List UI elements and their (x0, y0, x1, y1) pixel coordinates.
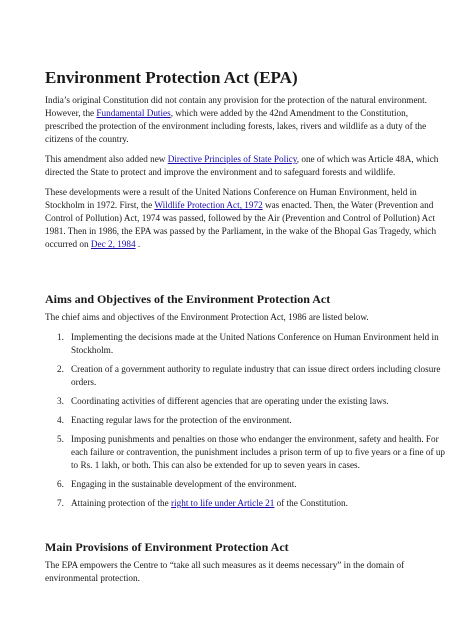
intro-p1-text-after: , which were added by the 42nd Amendment to the Constitution, prescribed the protection of the environment including forests, lakes, rivers and wildlife as a duty of the citizens of the country. (45, 108, 427, 144)
list-item-text: Enacting regular laws for the protection of the environment. (71, 415, 292, 425)
intro-paragraph-2 (45, 153, 446, 179)
aims-heading: Aims and Objectives of the Environment Protection Act (45, 292, 331, 306)
bhopal-date-link[interactable]: Dec 2, 1984 (90, 239, 136, 249)
intro-paragraph-1 (45, 94, 446, 146)
list-item-number: 3. (57, 396, 64, 406)
list-item-number: 4. (57, 415, 64, 425)
list-item-number: 5. (57, 434, 64, 444)
list-item (59, 433, 446, 472)
section-spacer (45, 516, 446, 539)
intro-p2-text-after: , one of which was Article 48A, which directed the State to protect and improve the environment and to safeguard forests and wildlife. (45, 154, 439, 177)
intro-p1-text-before: India’s original Constitution did not contain any provision for the protection of the natural environment. However, the (45, 95, 427, 118)
intro-paragraph-3 (45, 186, 446, 251)
list-item (59, 331, 446, 357)
section-spacer (45, 258, 446, 291)
directive-principles-link[interactable]: Directive Principles of State Policy (167, 154, 297, 164)
intro-p3-text-before: These developments were a result of the United Nations Conference on Human Environment, held in Stockholm in 1972. First, the (45, 187, 417, 210)
provisions-lead: The EPA empowers the Centre to “take all such measures as it deems necessary” in the domain of environmental protection. (45, 560, 405, 583)
list-item-number: 7. (57, 498, 64, 508)
list-item-text: Engaging in the sustainable development of the environment. (71, 479, 297, 489)
right-to-life-link[interactable]: right to life under Article 21 (171, 498, 275, 508)
list-item (59, 414, 446, 427)
list-item (59, 395, 446, 408)
list-item-text: Imposing punishments and penalties on those who endanger the environment, safety and health. For each failure or contravention, the punishment includes a prison term of up to five years or a fine of up to Rs. 1 lakh, or both. This can also be extended for up to seven years in cases. (71, 434, 446, 470)
list-item (59, 363, 446, 389)
list-item-text: Coordinating activities of different agencies that are operating under the existing laws. (71, 396, 389, 406)
aims-lead: The chief aims and objectives of the Environment Protection Act, 1986 are listed below. (45, 312, 369, 322)
list-item-number: 1. (57, 332, 64, 342)
list-item (59, 497, 446, 510)
list-item-text: Creation of a government authority to regulate industry that can issue direct orders including closure orders. (71, 364, 441, 387)
fundamental-duties-link[interactable]: Fundamental Duties (96, 108, 171, 118)
list-item-number: 2. (57, 364, 64, 374)
list-item-text: Implementing the decisions made at the United Nations Conference on Human Environment held in Stockholm. (71, 332, 439, 355)
list-item-number: 6. (57, 479, 64, 489)
page-title: Environment Protection Act (EPA) (45, 68, 298, 87)
provisions-heading: Main Provisions of Environment Protection Act (45, 540, 289, 554)
intro-p3-text-middle: was enacted. Then, the Water (Prevention and Control of Pollution) Act, 1974 was passed, followed by the Air (Prevention and Control of Pollution) Act 1981. Then in 1986, the EPA was passed by the Parliament, in the wake of the Bhopal Gas Tragedy, which occurred on (45, 200, 437, 249)
list-item-text-after: of the Constitution. (274, 498, 348, 508)
intro-p3-text-after: . (135, 239, 141, 249)
list-item (59, 478, 446, 491)
wildlife-protection-act-link[interactable]: Wildlife Protection Act, 1972 (154, 200, 263, 210)
list-item-text-before: Attaining protection of the (71, 498, 172, 508)
aims-list (45, 331, 446, 510)
intro-p2-text-before: This amendment also added new (45, 154, 168, 164)
